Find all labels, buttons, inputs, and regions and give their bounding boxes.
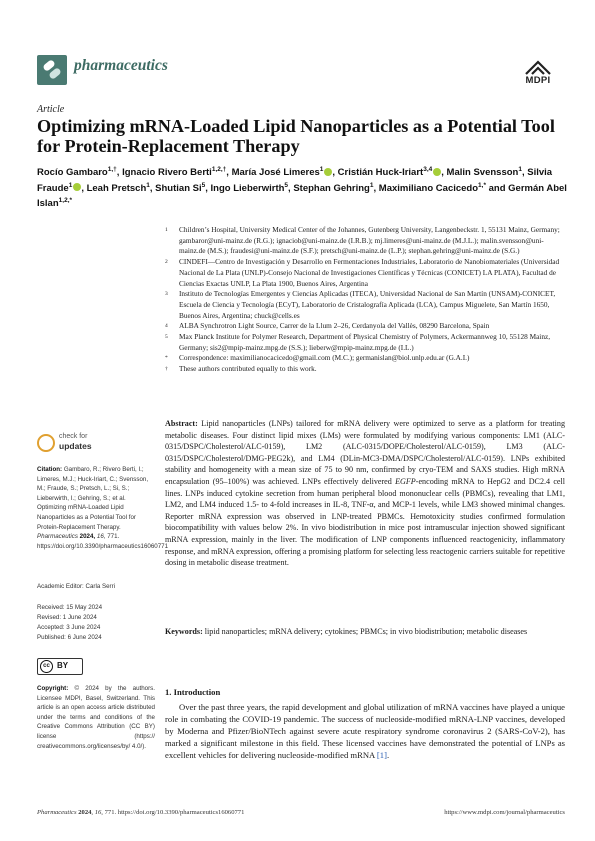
affiliation-text: ALBA Synchrotron Light Source, Carrer de la Llum 2–26, Cerdanyola del Vallès, 08290 Barcelona, Spain bbox=[179, 321, 490, 331]
keywords-text: lipid nanoparticles; mRNA delivery; cytokines; PBMCs; in vivo biodistribution; metabolic diseases bbox=[204, 627, 528, 636]
citation-volume: 16, bbox=[96, 533, 106, 541]
date-accepted: Accepted: 3 June 2024 bbox=[37, 624, 101, 631]
author-affiliation-mark: 1 bbox=[68, 181, 73, 189]
publisher-name: MDPI bbox=[525, 75, 551, 86]
introduction-end: . bbox=[386, 750, 390, 761]
check-for-updates-button[interactable] bbox=[37, 433, 117, 455]
affiliation-item bbox=[165, 321, 565, 332]
author-affiliation-mark: 1,2,† bbox=[211, 165, 227, 173]
citation-text: Gambaro, R.; Rivero Berti, I.; Limeres, M.J.; Huck-Iriart, C.; Svensson, M.; Fraude, S.; Pretsch, L.; Si, S.; Lieberwirth, I.; Gehring, S.; et al. Optimizing mRNA-Loaded Lipid Nanoparticles as a Potential Tool for Protein-Replacement Therapy. bbox=[37, 466, 149, 531]
orcid-icon[interactable] bbox=[73, 183, 81, 191]
affiliations bbox=[165, 225, 565, 375]
author-affiliation-mark: 1 bbox=[319, 165, 324, 173]
author-affiliation-mark: 5 bbox=[284, 181, 289, 189]
affiliation-item bbox=[165, 332, 565, 353]
author-affiliation-mark: 1,* bbox=[478, 181, 486, 189]
author-affiliation-mark: 5 bbox=[201, 181, 206, 189]
author[interactable] bbox=[232, 167, 333, 178]
cc-icon: cc bbox=[40, 660, 53, 673]
affiliation-text: Max Planck Institute for Polymer Research, Department of Physical Chemistry of Polymers, Ackermannweg 10, 55128 Mainz, Germany; sis2@mpip-mainz.mpg.de (S.S.); lieberw@mpip-mainz.mpg.de (I.L.) bbox=[179, 332, 551, 352]
affiliation-mark: † bbox=[165, 366, 168, 373]
affiliation-text: These authors contributed equally to this work. bbox=[179, 364, 317, 374]
affiliation-item bbox=[165, 257, 565, 289]
footer-journal: Pharmaceutics bbox=[37, 809, 77, 816]
check-updates-label-2: updates bbox=[59, 441, 92, 451]
footer-year: 2024 bbox=[78, 809, 92, 816]
footer-url[interactable]: https://www.mdpi.com/journal/pharmaceutics bbox=[444, 809, 565, 816]
affiliation-mark: 4 bbox=[165, 323, 168, 330]
section-heading-introduction: 1. Introduction bbox=[165, 687, 221, 697]
affiliation-item bbox=[165, 353, 565, 364]
author-name: Leah Pretsch bbox=[86, 182, 147, 194]
author-name: Silvia Fraude bbox=[37, 167, 553, 194]
author-affiliation-mark: 1 bbox=[146, 181, 150, 189]
affiliation-item bbox=[165, 225, 565, 257]
author-name: Ingo Lieberwirth bbox=[210, 182, 285, 194]
author[interactable] bbox=[37, 167, 117, 178]
author-affiliation-mark: 1 bbox=[369, 181, 374, 189]
date-published: Published: 6 June 2024 bbox=[37, 634, 102, 641]
author[interactable] bbox=[447, 167, 522, 178]
author-name: María José Limeres bbox=[231, 167, 320, 178]
author-affiliation-mark: 3,4 bbox=[423, 165, 433, 173]
cc-by-license-badge[interactable] bbox=[37, 658, 83, 675]
abstract-egfp: EGFP bbox=[395, 476, 416, 486]
orcid-icon[interactable] bbox=[433, 168, 441, 176]
author[interactable] bbox=[211, 183, 289, 194]
author[interactable] bbox=[155, 183, 205, 194]
journal-name[interactable]: pharmaceutics bbox=[74, 57, 168, 74]
author-name: Rocío Gambaro bbox=[37, 167, 108, 178]
citation-label: Citation: bbox=[37, 466, 63, 473]
keywords-label: Keywords: bbox=[165, 627, 203, 636]
date-revised: Revised: 1 June 2024 bbox=[37, 614, 97, 621]
author[interactable] bbox=[338, 167, 442, 178]
author-name: Malin Svensson bbox=[446, 167, 519, 178]
footer-doi[interactable]: , 771. https://doi.org/10.3390/pharmaceutics16060771 bbox=[101, 809, 245, 816]
affiliation-mark: * bbox=[165, 355, 168, 362]
introduction-text: Over the past three years, the rapid development and global utilization of mRNA vaccines have played a unique role in combating the COVID-19 pandemic. The success of nucleoside-modified mRNA-LNP vaccines, developed by Moderna and Pfizer/BioNTech against severe acute respiratory syndrome coronavirus 2 (SARS-CoV-2), has marked a significant milestone in this field. These licensed vaccines have demonstrated the potential of LNPs as excellent vehicles for delivering nucleoside-modified mRNA bbox=[165, 702, 565, 761]
author[interactable] bbox=[122, 167, 226, 178]
abstract-text-2: -encoding mRNA to HepG2 and DC2.4 cell lines. LNPs induced cytokine secretion from human peripheral blood mononuclear cells (PBMCs), revealing that LM1, LM2, and LM4 induced 1.5- to 4-fold increases in IL-8, TNF-α, and MCP-1 levels, while LM3 showed minimal changes. Reporter mRNA expression was observed in LNP-treated PBMCs. Hemotoxicity studies confirmed formulation biocompatibility with values below 2%. In vivo biodistribution in mice post intramuscular injection showed significant mRNA expression, mainly in the liver. The modification of LNP components influenced reactogenicity, inflammatory response, and mRNA expression, offering a promising platform for selecting less reactogenic carriers suitable for repetitive dosing in metabolic disease treatment. bbox=[165, 476, 565, 568]
footer-citation: Pharmaceutics 2024, 16, 771. https://doi.org/10.3390/pharmaceutics16060771 bbox=[37, 809, 245, 816]
author[interactable] bbox=[293, 183, 373, 194]
citation-journal: Pharmaceutics bbox=[37, 533, 78, 541]
abstract bbox=[165, 418, 565, 569]
orcid-icon[interactable] bbox=[324, 168, 332, 176]
article-title: Optimizing mRNA-Loaded Lipid Nanoparticles as a Potential Tool for Protein-Replacement Therapy bbox=[37, 116, 555, 156]
author[interactable] bbox=[379, 183, 486, 194]
author-affiliation-mark: 1,† bbox=[107, 165, 117, 173]
affiliation-mark: 3 bbox=[165, 291, 168, 298]
article-type: Article bbox=[37, 104, 65, 115]
check-updates-icon bbox=[37, 434, 55, 452]
author-list: Rocío Gambaro$^{1,\dagger}$, Ignacio Rivero Berti$^{1,2,\dagger}$, María José Limeres$^1$ , Cristián Huck-Iriart$^{3,4}$ , Malin Svensson$^1$, Silvia Fraude$^1$ , Leah Pretsch$^1$, Shutian Si$^5$, Ingo Lieberwirth$^5$, Stephan Gehring$^1$, Maximiliano Cacicedo$^{1,*}$ and Germán Abel Islan$^{1,2,*}$ bbox=[37, 165, 567, 209]
copyright-label: Copyright: bbox=[37, 685, 69, 692]
affiliation-item bbox=[165, 364, 565, 375]
author-name: Ignacio Rivero Berti bbox=[122, 167, 212, 178]
author-name: Germán Abel Islan bbox=[37, 182, 567, 209]
author-affiliation-mark: 1,2,* bbox=[58, 196, 73, 204]
affiliation-item bbox=[165, 289, 565, 321]
affiliation-text: CINDEFI—Centro de Investigación y Desarrollo en Fermentaciones Industriales, Laboratorio de Nanobiomateriales (Universidad Nacional de La Plata (UNLP)-Consejo Nacional de Investigaciones Científicas y Técnicas (CONICET) LA PLATA), Facultad de Ciencias Exactas UNLP, La Plata 1900, Buenos Aires, Argentina bbox=[179, 257, 560, 288]
author-name: Shutian Si bbox=[155, 182, 202, 194]
citation-year: 2024, bbox=[79, 533, 96, 541]
author-name: Stephan Gehring bbox=[293, 182, 370, 194]
abstract-text: Lipid nanoparticles (LNPs) tailored for mRNA delivery were optimized to serve as a platform for treating metabolic diseases. Four distinct lipid mixes (LMs) were formulated by modifying various components: LM1 (ALC-0315/DSPC/Cholesterol/ALC-0159), LM2 (ALC-0315/DOPE/Cholesterol/ALC-0159), LM3 (ALC-0315/DSPC/Cholesterol/DMG-PEG2k), and LM4 (DLin-MC3-DMA/DSPC/Cholesterol/ALC-0159). LNPs exhibited stability and homogeneity with a mean size of 75 to 90 nm, confirmed by cryo-TEM and SAXS studies. High mRNA encapsulation (95–100%) was achieved. LNPs effectively delivered bbox=[165, 419, 565, 486]
date-received: Received: 15 May 2024 bbox=[37, 604, 103, 611]
copyright-text: © 2024 by the authors. Licensee MDPI, Basel, Switzerland. This article is an open access article distributed under the terms and conditions of the Creative Commons Attribution (CC BY) license (https:// creativecommons.org/licenses/by/ 4.0/). bbox=[37, 685, 155, 750]
author-name: Maximiliano Cacicedo bbox=[378, 182, 479, 194]
affiliation-text: Children’s Hospital, University Medical Center of the Johannes, Gutenberg University, Langenbeckstr. 1, 55131 Mainz, Germany; gambaror@uni-mainz.de (R.G.); ignaciob@uni-mainz.de (I.R.B.); mj.limeres@uni-mainz.de (M.J.L.); malin.svensson@uni-mainz.de (M.S.); fraudesi@uni-mainz.de (S.F.); pretsch@uni-mainz.de (L.P.); stephan.gehring@uni-mainz.de (S.G.) bbox=[179, 225, 560, 256]
citation-block bbox=[37, 465, 169, 551]
abstract-label: Abstract: bbox=[165, 419, 198, 428]
academic-editor: Academic Editor: Carla Serri bbox=[37, 583, 116, 590]
affiliation-mark: 1 bbox=[165, 227, 168, 233]
author[interactable] bbox=[87, 183, 150, 194]
affiliation-mark: 5 bbox=[165, 334, 168, 341]
introduction-paragraph bbox=[165, 701, 565, 761]
page-footer bbox=[37, 809, 565, 816]
author-name: Cristián Huck-Iriart bbox=[337, 167, 424, 178]
publisher-logo[interactable] bbox=[520, 60, 556, 86]
reference-link[interactable]: [1] bbox=[376, 750, 387, 761]
journal-logo bbox=[37, 55, 67, 85]
keywords bbox=[165, 626, 565, 638]
check-updates-label-1: check for bbox=[59, 433, 88, 440]
affiliation-mark: 2 bbox=[165, 259, 168, 266]
copyright-block bbox=[37, 684, 155, 751]
author-affiliation-mark: 1 bbox=[518, 165, 522, 173]
affiliation-text: Instituto de Tecnologías Emergentes y Ciencias Aplicadas (ITECA), Universidad Nacional de San Martín (UNSAM)-CONICET, Escuela de Ciencia y Tecnología (ECyT), Laboratorio de Cristalografía Aplicada (LCA), Campus Miguelete, San Martín 1650, Buenos Aires, Argentina; chuck@cells.es bbox=[179, 289, 556, 320]
by-icon: BY bbox=[57, 661, 69, 670]
footer-volume: 16 bbox=[94, 809, 102, 816]
citation-doi[interactable]: 771. https://doi.org/10.3390/pharmaceutics16060771 bbox=[37, 533, 169, 550]
affiliation-text: Correspondence: maximilianocacicedo@gmail.com (M.C.); germanislan@biol.unlp.edu.ar (G.A.I.) bbox=[179, 353, 470, 363]
